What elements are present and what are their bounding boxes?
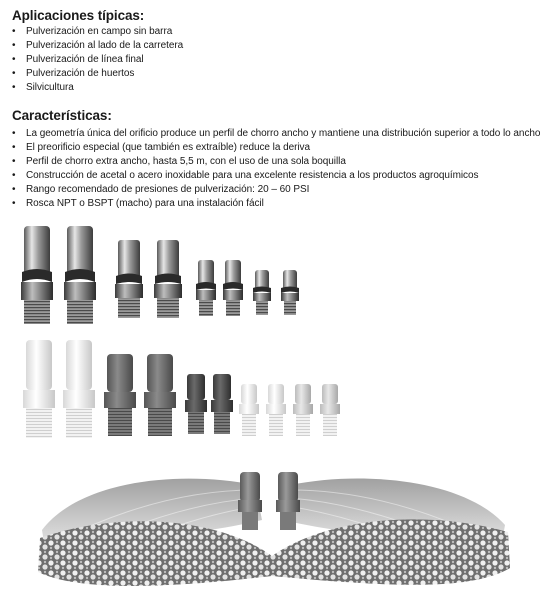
list-item: • La geometría única del orificio produce un perfil de chorro ancho y mantiene una distribución superior a todo lo ancho (12, 127, 540, 141)
features-title: Características: (12, 108, 112, 123)
features-list (12, 127, 540, 211)
acetal-nozzles-photo (0, 332, 555, 442)
list-item: • Pulverización al lado de la carretera (12, 39, 183, 53)
list-item: • El preorificio especial (que también es extraíble) reduce la deriva (12, 141, 540, 155)
stainless-steel-nozzles-photo (0, 218, 555, 328)
list-item: • Silvicultura (12, 81, 183, 95)
list-item: • Rosca NPT o BSPT (macho) para una instalación fácil (12, 197, 540, 211)
applications-title: Aplicaciones típicas: (12, 8, 145, 23)
spray-pattern-illustration (0, 460, 555, 597)
list-item: • Pulverización de línea final (12, 53, 183, 67)
applications-list (12, 25, 183, 95)
list-item: • Pulverización de huertos (12, 67, 183, 81)
list-item: • Pulverización en campo sin barra (12, 25, 183, 39)
list-item: • Perfil de chorro extra ancho, hasta 5,5 m, con el uso de una sola boquilla (12, 155, 540, 169)
list-item: • Construcción de acetal o acero inoxidable para una excelente resistencia a los productos agroquímicos (12, 169, 540, 183)
list-item: • Rango recomendado de presiones de pulverización: 20 ‒ 60 PSI (12, 183, 540, 197)
